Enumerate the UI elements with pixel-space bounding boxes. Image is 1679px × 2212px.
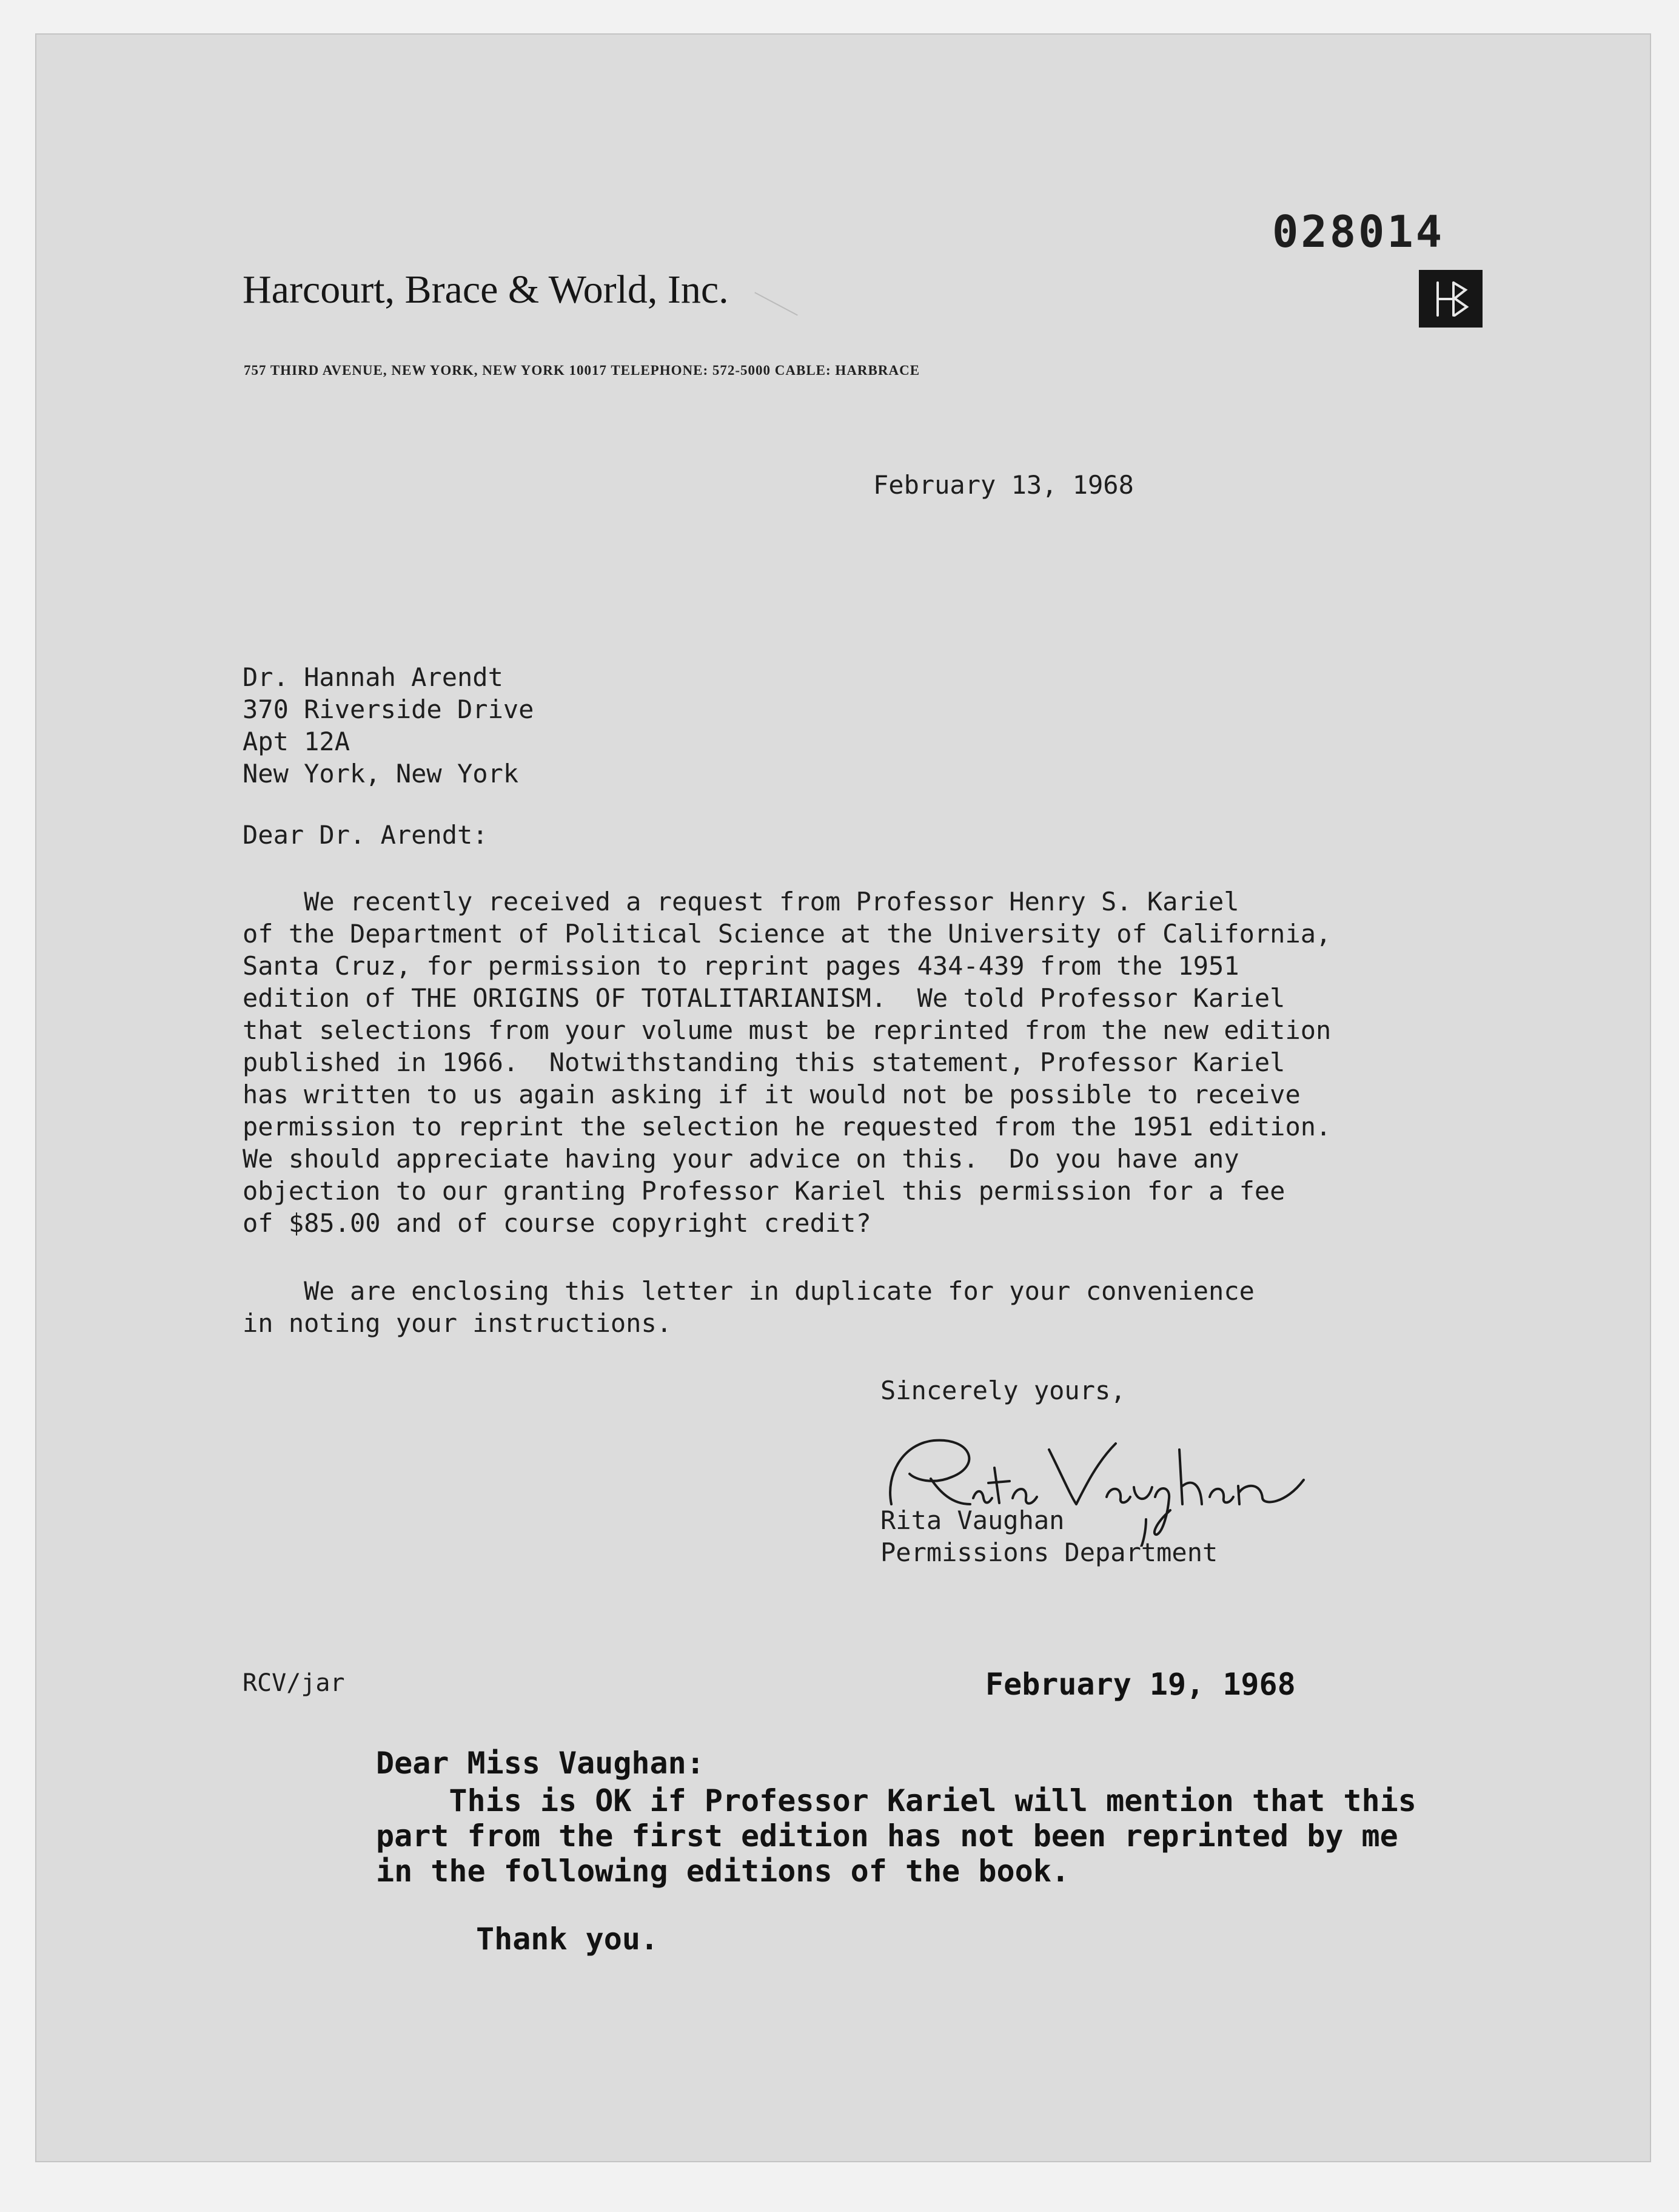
body-line: We recently received a request from Professor Henry S. Kariel [243,887,1239,916]
letter-date: February 13, 1968 [873,470,1134,500]
hbw-monogram-icon [1419,270,1483,328]
body-line: has written to us again asking if it would not be possible to receive [243,1080,1301,1109]
body-line: of the Department of Political Science at the University of California, [243,919,1332,949]
signer-name: Rita Vaughan [880,1505,1065,1535]
closing: Sincerely yours, [880,1376,1126,1405]
body-line: in noting your instructions. [243,1308,672,1338]
reference-initials: RCV/jar [243,1669,345,1697]
reply-line: in the following editions of the book. [376,1854,1070,1889]
recipient-name: Dr. Hannah Arendt [243,662,503,692]
reply-line: This is OK if Professor Kariel will mention that this [376,1783,1416,1818]
body-line: edition of THE ORIGINS OF TOTALITARIANISM. We told Professor Kariel [243,983,1285,1013]
body-line: objection to our granting Professor Kariel this permission for a fee [243,1176,1285,1206]
body-line: permission to reprint the selection he requested from the 1951 edition. [243,1112,1332,1141]
signature-text: Rita Vaughan [867,1407,871,1408]
body-line: that selections from your volume must be reprinted from the new edition [243,1015,1332,1045]
company-address: 757 THIRD AVENUE, NEW YORK, NEW YORK 10017 TELEPHONE: 572-5000 CABLE: HARBRACE [244,363,920,378]
recipient-street: 370 Riverside Drive [243,694,534,724]
body-paragraph-2 [243,1275,1255,1339]
signer-block [880,1504,1218,1568]
reply-line: part from the first edition has not been reprinted by me [376,1818,1398,1854]
reply-salutation: Dear Miss Vaughan: [376,1746,705,1781]
recipient-apt: Apt 12A [243,727,350,756]
body-line: Santa Cruz, for permission to reprint pages 434-439 from the 1951 [243,951,1239,981]
company-name: Harcourt, Brace & World, Inc. [243,267,729,312]
body-paragraph-1 [243,886,1331,1239]
document-number: 028014 [1272,206,1445,257]
reply-date: February 19, 1968 [985,1667,1296,1702]
salutation: Dear Dr. Arendt: [243,820,488,850]
body-line: published in 1966. Notwithstanding this statement, Professor Kariel [243,1047,1285,1077]
signer-department: Permissions Department [880,1538,1218,1567]
body-line: We are enclosing this letter in duplicate for your convenience [243,1276,1255,1306]
body-line: We should appreciate having your advice on this. Do you have any [243,1144,1239,1174]
recipient-address [243,661,534,790]
reply-closing: Thank you. [476,1921,659,1957]
recipient-city: New York, New York [243,759,519,788]
reply-body [376,1783,1416,1889]
body-line: of $85.00 and of course copyright credit? [243,1208,871,1238]
